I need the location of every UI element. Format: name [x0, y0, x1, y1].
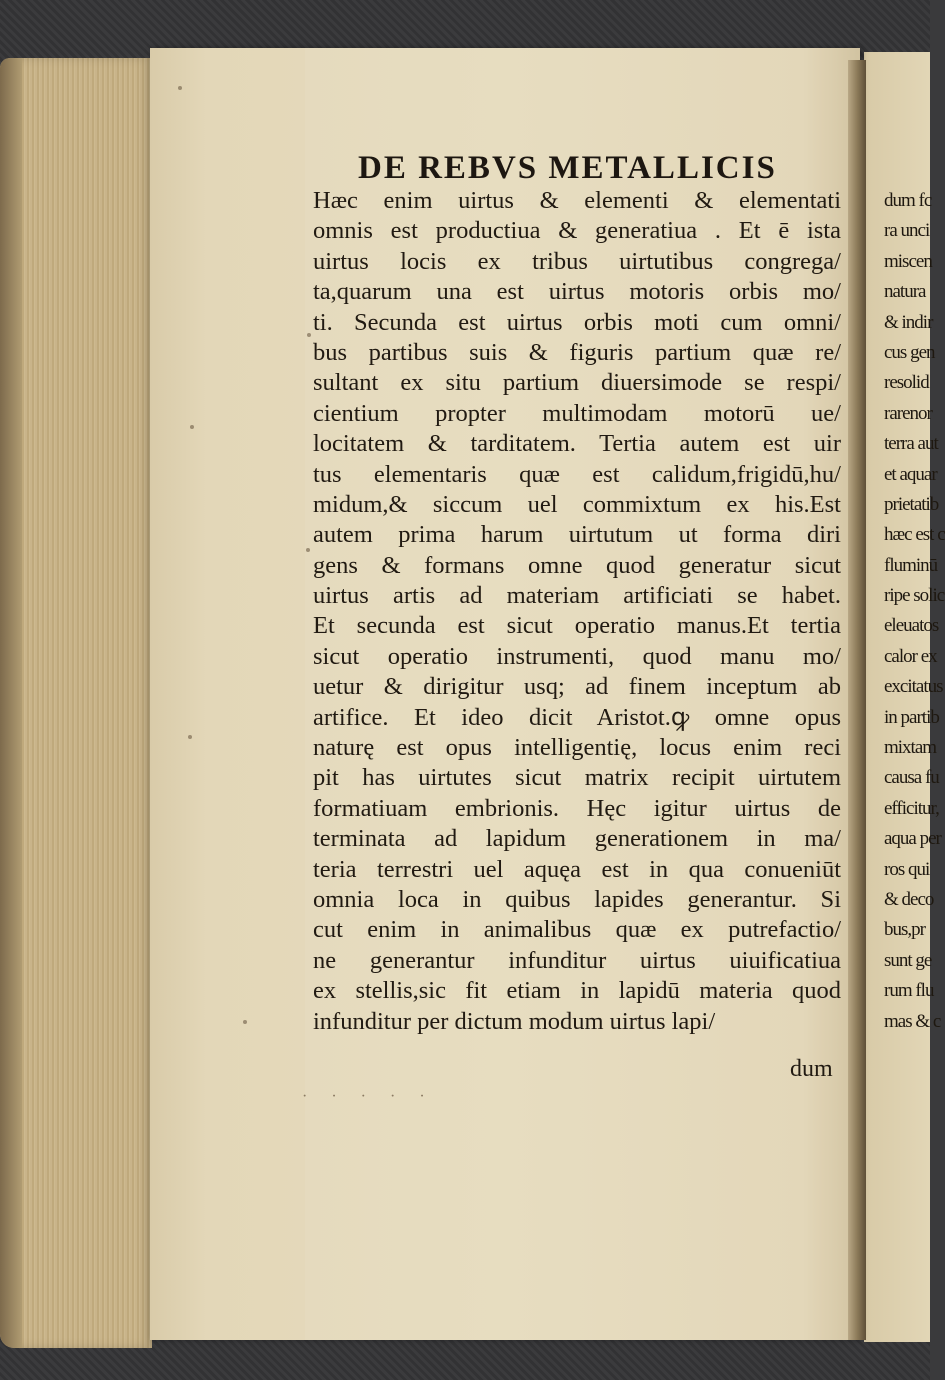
running-head: DE REBVS METALLICIS: [358, 150, 777, 186]
facing-text-line: mas & c: [884, 1010, 941, 1032]
text-line: Et secunda est sicut operatio manus.Et tertia: [313, 612, 841, 640]
text-line: cientium propter multimodam motorū ue/: [313, 399, 841, 427]
text-line: Hæc enim uirtus & elementi & elementati: [313, 187, 841, 214]
text-line: infunditur per dictum modum uirtus lapi/: [313, 1007, 716, 1035]
text-line: ta,quarum una est uirtus motoris orbis mo/: [313, 278, 841, 306]
facing-text-line: cus gen: [884, 341, 935, 363]
facing-text-line: aqua per: [884, 828, 941, 850]
facing-text-line: rum flu: [884, 980, 934, 1002]
text-line: teria terrestri uel aquęa est in qua conueniūt: [313, 855, 841, 883]
text-line: uetur & dirigitur usq; ad finem inceptum ab: [313, 673, 841, 701]
page-gutter: [848, 60, 866, 1340]
text-line: gens & formans omne quod generatur sicut: [313, 551, 841, 579]
text-line: ne generantur infunditur uirtus uiuificatiua: [313, 946, 841, 974]
facing-text-line: calor ex: [884, 645, 937, 667]
facing-text-line: sunt ge: [884, 949, 932, 971]
facing-text-line: terra aut: [884, 433, 938, 455]
text-line: naturę est opus intelligentię, locus enim reci: [313, 734, 841, 762]
facing-text-line: eleuatos: [884, 615, 939, 637]
ink-offset-marks: · · · · ·: [302, 1088, 435, 1105]
facing-text-line: ros qui: [884, 858, 930, 880]
facing-text-line: rarenor: [884, 402, 932, 424]
facing-text-line: excitatus: [884, 676, 943, 698]
facing-text-line: & deco: [884, 888, 934, 910]
body-text: [313, 186, 841, 1037]
book-spine-shadow: [0, 58, 22, 1348]
text-line: bus partibus suis & figuris partium quæ re/: [313, 338, 841, 366]
facing-text-line: ra unci: [884, 220, 930, 242]
text-line: locitatem & tarditatem. Tertia autem est uir: [313, 430, 841, 458]
facing-text-line: in partib: [884, 706, 939, 728]
foxing-mark: [178, 86, 182, 90]
text-line: tus elementaris quæ est calidum,frigidū,hu/: [313, 460, 841, 488]
text-line: terminata ad lapidum generationem in ma/: [313, 825, 841, 853]
text-line: sultant ex situ partium diuersimode se respi/: [313, 369, 841, 397]
text-line: midum,& siccum uel commixtum ex his.Est: [313, 490, 841, 518]
foxing-mark: [190, 425, 194, 429]
facing-text-line: miscen: [884, 250, 932, 272]
text-line: pit has uirtutes sicut matrix recipit uirtutem: [313, 764, 841, 792]
foxing-mark: [307, 333, 311, 337]
facing-text-line: prietatib: [884, 493, 939, 515]
text-line: formatiuam embrionis. Hęc igitur uirtus de: [313, 794, 841, 822]
text-line: omnis est productiua & generatiua . Et ē ista: [313, 217, 841, 245]
foxing-mark: [243, 1020, 247, 1024]
facing-text-line: resolid: [884, 372, 929, 394]
foxing-mark: [188, 735, 192, 739]
facing-text-line: fluminū: [884, 554, 938, 576]
facing-text-line: efficitur,: [884, 797, 939, 819]
facing-text-line: causa fu: [884, 767, 939, 789]
text-line: ex stellis,sic fit etiam in lapidū materia quod: [313, 977, 841, 1005]
facing-text-line: et aquar: [884, 463, 937, 485]
foxing-mark: [306, 548, 310, 552]
facing-text-line: mixtam: [884, 737, 937, 759]
text-line: uirtus artis ad materiam artificiati se habet.: [313, 582, 841, 610]
text-line: cut enim in animalibus quæ ex putrefactio/: [313, 916, 841, 944]
text-line: autem prima harum uirtutum ut forma diri: [313, 521, 841, 549]
facing-page-text: [884, 186, 945, 1037]
facing-text-line: natura: [884, 281, 926, 303]
facing-text-line: dum fc: [884, 190, 932, 211]
facing-text-line: ripe solic: [884, 585, 945, 607]
catchword: dum: [790, 1056, 833, 1082]
text-line: uirtus locis ex tribus uirtutibus congrega/: [313, 247, 841, 275]
book-page-edges: [0, 58, 152, 1348]
text-line: omnia loca in quibus lapides generantur. Si: [313, 885, 841, 913]
text-line: artifice. Et ideo dicit Aristot.ꝙ omne opus: [313, 703, 841, 731]
text-line: sicut operatio instrumenti, quod manu mo/: [313, 642, 841, 670]
text-line: ti. Secunda est uirtus orbis moti cum omni/: [313, 308, 841, 336]
facing-text-line: hæc est c: [884, 524, 945, 546]
facing-text-line: bus,pr: [884, 919, 925, 941]
facing-text-line: & indir: [884, 311, 933, 333]
